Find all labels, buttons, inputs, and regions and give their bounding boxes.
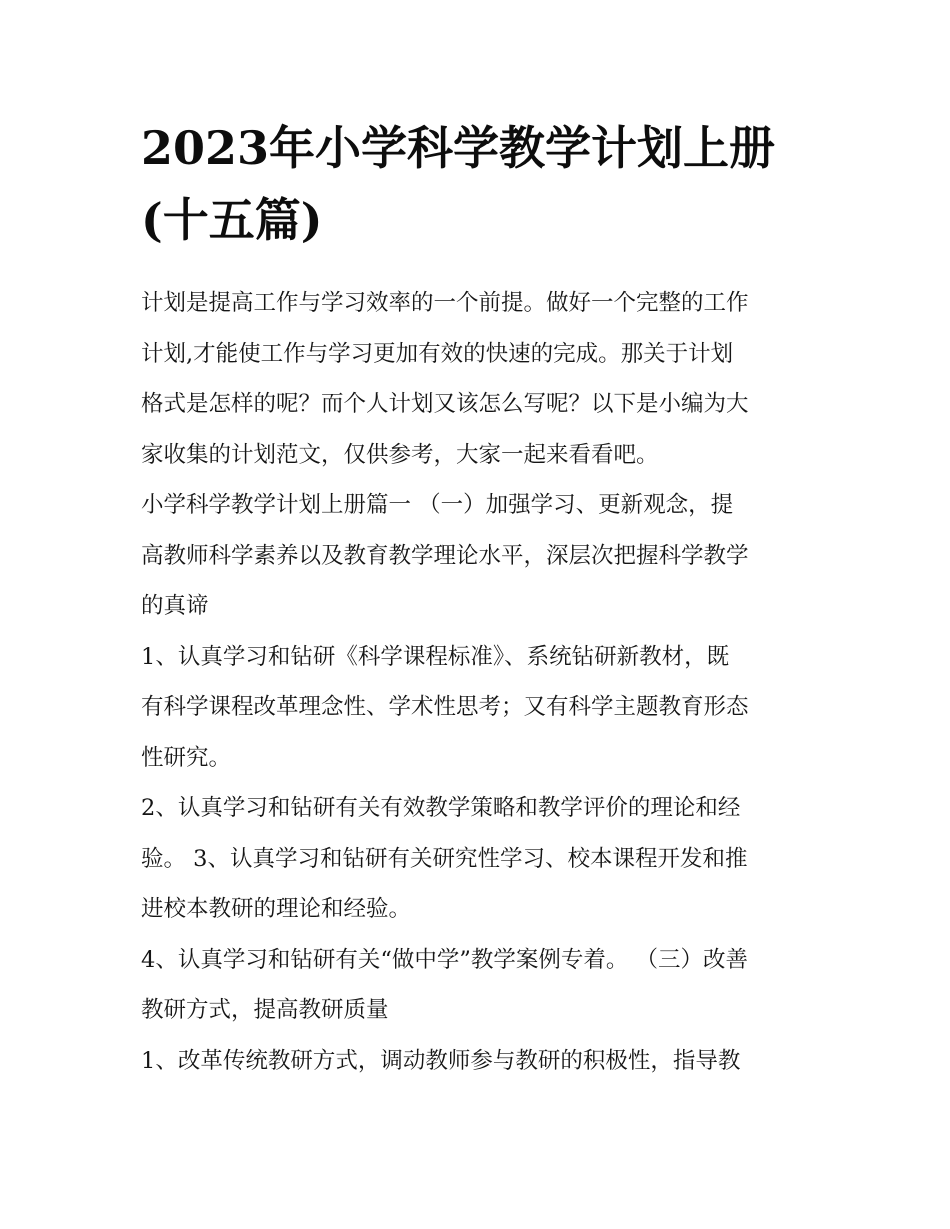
text-line: 4、认真学习和钻研有关“做中学”教学案例专着。 （三）改善 — [141, 946, 748, 973]
text-line: 计划,才能使工作与学习更加有效的快速的完成。那关于计划 — [141, 340, 734, 367]
text-line: 格式是怎样的呢？而个人计划又该怎么写呢？以下是小编为大 — [141, 391, 749, 417]
text-line: 1、改革传统教研方式，调动教师参与教研的积极性，指导教 — [141, 1047, 741, 1074]
paragraph-item-1-reform — [141, 1036, 821, 1087]
text-line: 性研究。 — [141, 744, 232, 771]
paragraph-item-2 — [141, 783, 821, 935]
text-line: 小学科学教学计划上册篇一 （一）加强学习、更新观念，提 — [141, 492, 734, 518]
text-line: 教研方式，提高教研质量 — [141, 997, 389, 1023]
title-line: 2023年小学科学教学计划上册 — [141, 121, 776, 175]
text-line: 验。 3、认真学习和钻研有关研究性学习、校本课程开发和推 — [141, 845, 748, 872]
text-line: 有科学课程改革理念性、学术性思考；又有科学主题教育形态 — [141, 694, 749, 720]
text-line: 2、认真学习和钻研有关有效教学策略和教学评价的理论和经 — [141, 795, 741, 821]
text-line: 高教师科学素养以及教育教学理论水平，深层次把握科学教学 — [141, 542, 749, 569]
paragraph-intro — [141, 278, 821, 480]
document-title — [141, 112, 821, 256]
paragraph-item-4 — [141, 935, 821, 1036]
paragraph-item-1 — [141, 632, 821, 784]
text-line: 进校本教研的理论和经验。 — [141, 896, 412, 922]
document-body — [141, 278, 821, 1086]
text-line: 的真谛 — [141, 593, 209, 619]
text-line: 家收集的计划范文，仅供参考，大家一起来看看吧。 — [141, 441, 659, 468]
title-line: (十五篇) — [141, 193, 323, 247]
text-line: 1、认真学习和钻研《科学课程标准》、系统钻研新教材，既 — [141, 643, 730, 670]
paragraph-section-one — [141, 480, 821, 632]
text-line: 计划是提高工作与学习效率的一个前提。做好一个完整的工作 — [141, 290, 749, 316]
